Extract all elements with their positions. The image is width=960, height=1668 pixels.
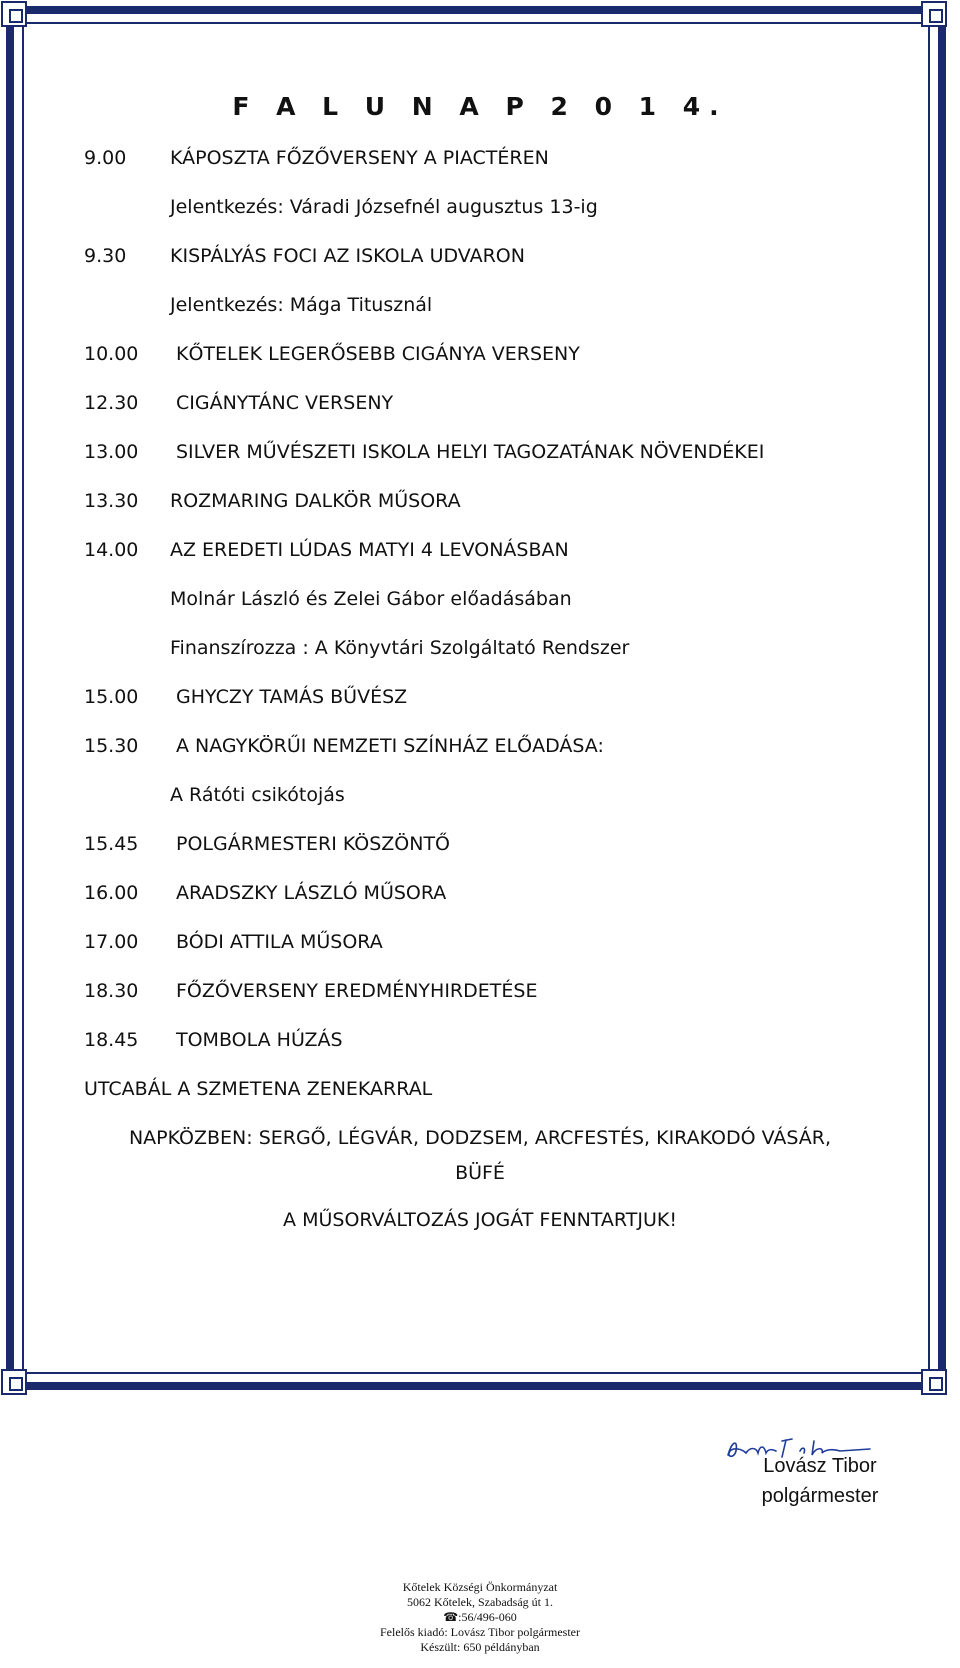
schedule-event: KŐTELEK LEGERŐSEBB CIGÁNYA VERSENY <box>176 343 580 365</box>
schedule-row <box>84 392 904 422</box>
schedule-event: ROZMARING DALKÖR MŰSORA <box>170 490 461 512</box>
schedule-row <box>84 147 904 177</box>
schedule-event: KÁPOSZTA FŐZŐVERSENY A PIACTÉREN <box>170 147 549 169</box>
schedule-time: 16.00 <box>84 882 139 904</box>
schedule-time: 18.45 <box>84 1029 139 1051</box>
schedule-row <box>84 490 904 520</box>
schedule-event: ARADSZKY LÁSZLÓ MŰSORA <box>176 882 447 904</box>
schedule-note: Jelentkezés: Mága Titusznál <box>170 294 433 316</box>
schedule-row <box>84 980 904 1010</box>
footer-address: 5062 Kőtelek, Szabadság út 1. <box>407 1595 553 1609</box>
schedule-row <box>84 196 904 226</box>
daytime-activities-line: BÜFÉ <box>455 1162 505 1184</box>
daytime-activities-line: NAPKÖZBEN: SERGŐ, LÉGVÁR, DODZSEM, ARCFESTÉS, KIRAKODÓ VÁSÁR, <box>128 1127 832 1149</box>
schedule-row <box>84 588 904 618</box>
footer-organization: Kőtelek Községi Önkormányzat <box>402 1580 558 1594</box>
schedule-row <box>84 882 904 912</box>
schedule-note: Finanszírozza : A Könyvtári Szolgáltató Rendszer <box>170 637 630 659</box>
schedule-row <box>84 931 904 961</box>
schedule-event: BÓDI ATTILA MŰSORA <box>176 931 383 953</box>
schedule-row <box>84 735 904 765</box>
schedule-event: POLGÁRMESTERI KÖSZÖNTŐ <box>176 833 451 855</box>
page-title: F A L U N A P 2 0 1 4. <box>232 92 728 121</box>
footer-phone: ☎:56/496-060 <box>443 1610 517 1624</box>
schedule-row <box>84 245 904 275</box>
schedule-time: 15.45 <box>84 833 139 855</box>
schedule-time: 15.00 <box>84 686 139 708</box>
footer-print-run: Készült: 650 példányban <box>420 1640 540 1654</box>
schedule-time: 18.30 <box>84 980 139 1002</box>
schedule-event: TOMBOLA HÚZÁS <box>176 1029 343 1051</box>
schedule-event: GHYCZY TAMÁS BŰVÉSZ <box>176 686 408 708</box>
schedule-row <box>84 294 904 324</box>
schedule-time: 12.30 <box>84 392 139 414</box>
schedule-row <box>84 686 904 716</box>
schedule-time: 15.30 <box>84 735 139 757</box>
schedule-event: SILVER MŰVÉSZETI ISKOLA HELYI TAGOZATÁNAK NÖVENDÉKEI <box>176 441 765 463</box>
schedule-time: 10.00 <box>84 343 139 365</box>
schedule-row <box>84 833 904 863</box>
schedule-time: 17.00 <box>84 931 139 953</box>
schedule-row <box>84 539 904 569</box>
schedule-note: Molnár László és Zelei Gábor előadásában <box>170 588 572 610</box>
disclaimer: A MŰSORVÁLTOZÁS JOGÁT FENNTARTJUK! <box>283 1209 677 1231</box>
schedule-row <box>84 343 904 373</box>
publisher-footer <box>0 1580 960 1655</box>
signatory-name: Lovász Tibor <box>763 1455 877 1477</box>
schedule-event: CIGÁNYTÁNC VERSENY <box>176 392 394 414</box>
schedule-time: 9.30 <box>84 245 127 267</box>
schedule-row <box>84 637 904 667</box>
street-ball-line: UTCABÁL A SZMETENA ZENEKARRAL <box>84 1078 433 1100</box>
schedule-event: KISPÁLYÁS FOCI AZ ISKOLA UDVARON <box>170 245 525 267</box>
schedule-event: A NAGYKÖRŰI NEMZETI SZÍNHÁZ ELŐADÁSA: <box>176 735 604 757</box>
schedule-time: 13.00 <box>84 441 139 463</box>
schedule-note: A Rátóti csikótojás <box>170 784 345 806</box>
schedule-note: Jelentkezés: Váradi Józsefnél augusztus 13-ig <box>170 196 598 218</box>
signatory-role: polgármester <box>761 1485 879 1507</box>
schedule-time: 13.30 <box>84 490 139 512</box>
schedule-time: 14.00 <box>84 539 139 561</box>
schedule-event: FŐZŐVERSENY EREDMÉNYHIRDETÉSE <box>176 980 538 1002</box>
footer-publisher: Felelős kiadó: Lovász Tibor polgármester <box>380 1625 580 1639</box>
schedule-row <box>84 441 904 471</box>
schedule-row <box>84 1029 904 1059</box>
schedule-row <box>84 784 904 814</box>
schedule-event: AZ EREDETI LÚDAS MATYI 4 LEVONÁSBAN <box>170 539 569 561</box>
schedule-time: 9.00 <box>84 147 127 169</box>
